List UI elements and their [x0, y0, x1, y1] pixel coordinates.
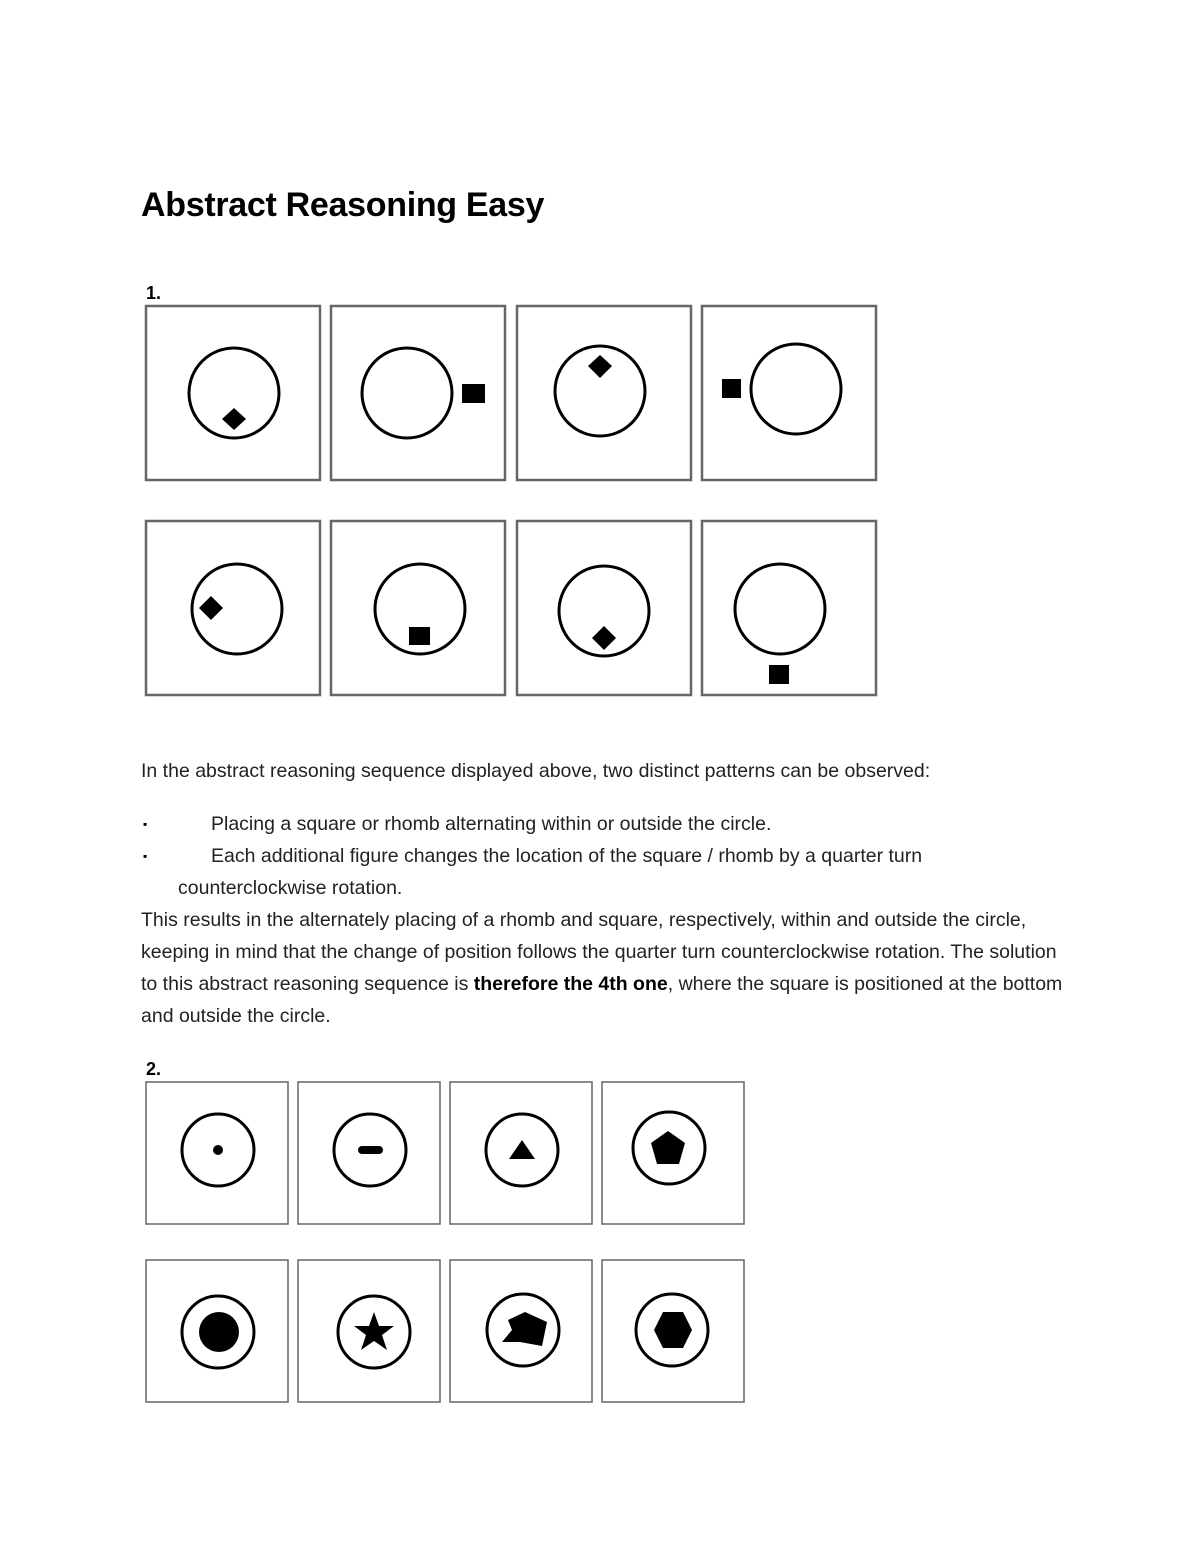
question-1-figure [140, 300, 890, 705]
question-2-number: 2. [146, 1059, 162, 1079]
q1-rhomb-7 [592, 626, 616, 650]
explanation-answer-bold: therefore the 4th one [473, 973, 668, 995]
q1-square-2 [462, 384, 485, 403]
q1-rhomb-3 [588, 355, 612, 378]
explanation-text-1: This results in the alternately placing of a rhomb and square, respectively, within and outside the circle, keeping in mind that the change of position follows the quarter turn counterclockwise rotation. The solution to this abstract reasoning sequence is [141, 909, 1057, 995]
q1-rhomb-1 [222, 408, 246, 430]
bullet-text-2: Each additional figure changes the location of the square / rhomb by a quarter turn counterclockwise rotation. [178, 845, 923, 899]
q2-star-shape [354, 1312, 394, 1350]
question-1-explanation [141, 904, 1071, 1032]
q2-irregular-shape [502, 1312, 547, 1346]
q1-circle-4 [751, 344, 841, 434]
q1-circle-2 [362, 348, 452, 438]
bullet-item-2 [141, 840, 1041, 904]
question-2-figure [140, 1076, 755, 1411]
q2-dash-shape [358, 1146, 383, 1154]
q1-frame-6 [331, 521, 505, 695]
question-1-intro: In the abstract reasoning sequence displayed above, two distinct patterns can be observed: [141, 760, 931, 782]
q1-circle-8 [735, 564, 825, 654]
q1-frame-7 [517, 521, 691, 695]
q2-triangle-shape [509, 1140, 535, 1159]
explanation-text-2: , where the square is positioned at the bottom and outside the circle. [141, 973, 1063, 1027]
q1-square-8 [769, 665, 789, 684]
question-1-number: 1. [146, 283, 162, 303]
q1-frame-5 [146, 521, 320, 695]
q1-frame-3 [517, 306, 691, 480]
question-1-bullet-list [141, 808, 1041, 904]
q1-square-6 [409, 627, 430, 645]
q1-rhomb-5 [199, 596, 223, 620]
bullet-text-1: Placing a square or rhomb alternating within or outside the circle. [211, 813, 772, 835]
q2-filled-circle-shape [199, 1312, 239, 1352]
bullet-square-icon: ▪ [143, 817, 148, 831]
page-title: Abstract Reasoning Easy [141, 186, 545, 224]
bullet-item-1 [141, 808, 1041, 840]
q2-dot-shape [213, 1145, 223, 1155]
q1-frame-1 [146, 306, 320, 480]
q2-hexagon-shape [654, 1312, 692, 1348]
bullet-square-icon: ▪ [143, 849, 148, 863]
q1-square-4 [722, 379, 741, 398]
q2-pentagon-shape [651, 1131, 685, 1164]
